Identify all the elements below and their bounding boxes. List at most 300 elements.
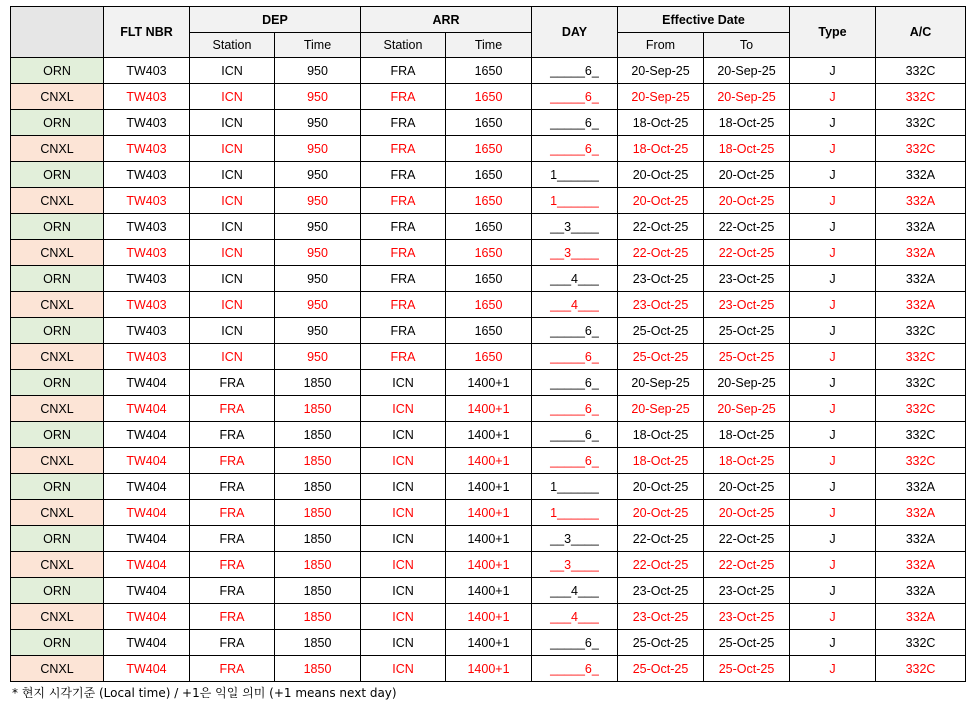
aircraft-cell: 332C (876, 110, 966, 136)
type-cell: J (790, 604, 876, 630)
day-pattern-cell: __3____ (532, 552, 618, 578)
flight-number-cell: TW404 (104, 656, 190, 682)
table-row (11, 370, 966, 396)
effective-to-cell: 22-Oct-25 (704, 526, 790, 552)
arr-time-cell: 1400+1 (446, 474, 532, 500)
dep-station-cell: ICN (190, 266, 275, 292)
type-cell: J (790, 292, 876, 318)
effective-to-cell: 20-Sep-25 (704, 58, 790, 84)
table-row (11, 526, 966, 552)
effective-from-cell: 25-Oct-25 (618, 318, 704, 344)
arr-station-cell: ICN (361, 526, 446, 552)
flight-number-cell: TW403 (104, 136, 190, 162)
type-cell: J (790, 58, 876, 84)
dep-time-cell: 950 (275, 318, 361, 344)
arr-station-cell: ICN (361, 552, 446, 578)
action-cell: ORN (11, 58, 104, 84)
type-cell: J (790, 84, 876, 110)
day-pattern-cell: _____6_ (532, 58, 618, 84)
action-cell: CNXL (11, 188, 104, 214)
aircraft-cell: 332C (876, 448, 966, 474)
aircraft-cell: 332A (876, 214, 966, 240)
effective-from-cell: 18-Oct-25 (618, 422, 704, 448)
dep-station-cell: ICN (190, 292, 275, 318)
effective-to-cell: 22-Oct-25 (704, 214, 790, 240)
dep-time-cell: 1850 (275, 448, 361, 474)
aircraft-cell: 332A (876, 526, 966, 552)
day-pattern-cell: _____6_ (532, 344, 618, 370)
arr-time-cell: 1400+1 (446, 396, 532, 422)
aircraft-cell: 332A (876, 578, 966, 604)
dep-time-cell: 1850 (275, 578, 361, 604)
dep-time-cell: 1850 (275, 500, 361, 526)
dep-header: DEP (190, 7, 361, 33)
dep-time-cell: 950 (275, 292, 361, 318)
dep-station-cell: FRA (190, 552, 275, 578)
table-row (11, 136, 966, 162)
dep-time-cell: 950 (275, 58, 361, 84)
day-pattern-cell: ___4___ (532, 292, 618, 318)
action-cell: ORN (11, 266, 104, 292)
dep-time-cell: 950 (275, 110, 361, 136)
type-cell: J (790, 162, 876, 188)
arr-time-cell: 1400+1 (446, 552, 532, 578)
action-cell: ORN (11, 370, 104, 396)
dep-time-cell: 950 (275, 240, 361, 266)
effective-to-cell: 23-Oct-25 (704, 292, 790, 318)
arr-time-cell: 1650 (446, 292, 532, 318)
type-cell: J (790, 188, 876, 214)
arr-time-header: Time (446, 33, 532, 58)
day-pattern-cell: 1______ (532, 188, 618, 214)
type-cell: J (790, 214, 876, 240)
arr-time-cell: 1650 (446, 162, 532, 188)
aircraft-cell: 332A (876, 500, 966, 526)
dep-station-cell: FRA (190, 448, 275, 474)
aircraft-cell: 332A (876, 474, 966, 500)
dep-station-cell: FRA (190, 604, 275, 630)
dep-time-cell: 1850 (275, 552, 361, 578)
type-cell: J (790, 474, 876, 500)
day-pattern-cell: ___4___ (532, 266, 618, 292)
effective-from-cell: 22-Oct-25 (618, 240, 704, 266)
dep-time-cell: 1850 (275, 370, 361, 396)
flight-number-cell: TW403 (104, 110, 190, 136)
type-cell: J (790, 630, 876, 656)
aircraft-cell: 332A (876, 240, 966, 266)
table-row (11, 292, 966, 318)
dep-time-cell: 950 (275, 188, 361, 214)
arr-time-cell: 1650 (446, 240, 532, 266)
day-pattern-cell: _____6_ (532, 110, 618, 136)
arr-time-cell: 1400+1 (446, 370, 532, 396)
effective-to-cell: 25-Oct-25 (704, 318, 790, 344)
day-header: DAY (532, 7, 618, 58)
flight-number-cell: TW403 (104, 266, 190, 292)
effective-to-cell: 18-Oct-25 (704, 110, 790, 136)
flight-number-cell: TW404 (104, 370, 190, 396)
arr-station-cell: ICN (361, 500, 446, 526)
footnote: * 현지 시각기준 (Local time) / +1은 익일 의미 (+1 means next day) (12, 686, 397, 700)
dep-station-cell: FRA (190, 370, 275, 396)
day-pattern-cell: __3____ (532, 240, 618, 266)
effective-from-cell: 25-Oct-25 (618, 656, 704, 682)
effective-from-cell: 22-Oct-25 (618, 552, 704, 578)
effective-to-cell: 23-Oct-25 (704, 266, 790, 292)
effective-from-cell: 22-Oct-25 (618, 214, 704, 240)
dep-time-cell: 1850 (275, 656, 361, 682)
aircraft-cell: 332C (876, 422, 966, 448)
arr-station-cell: ICN (361, 656, 446, 682)
dep-station-cell: ICN (190, 214, 275, 240)
type-cell: J (790, 240, 876, 266)
effective-to-header: To (704, 33, 790, 58)
arr-station-cell: FRA (361, 136, 446, 162)
arr-station-cell: FRA (361, 84, 446, 110)
dep-time-header: Time (275, 33, 361, 58)
table-row (11, 162, 966, 188)
arr-station-cell: FRA (361, 292, 446, 318)
flight-number-cell: TW404 (104, 396, 190, 422)
aircraft-cell: 332C (876, 656, 966, 682)
arr-time-cell: 1650 (446, 214, 532, 240)
aircraft-cell: 332C (876, 136, 966, 162)
dep-station-cell: FRA (190, 656, 275, 682)
dep-station-cell: ICN (190, 318, 275, 344)
dep-station-cell: FRA (190, 526, 275, 552)
effective-to-cell: 25-Oct-25 (704, 656, 790, 682)
action-cell: CNXL (11, 136, 104, 162)
effective-date-header: Effective Date (618, 7, 790, 33)
dep-station-header: Station (190, 33, 275, 58)
dep-time-cell: 950 (275, 266, 361, 292)
action-cell: CNXL (11, 396, 104, 422)
aircraft-cell: 332A (876, 188, 966, 214)
dep-station-cell: ICN (190, 136, 275, 162)
table-row (11, 240, 966, 266)
effective-to-cell: 20-Oct-25 (704, 188, 790, 214)
effective-from-cell: 23-Oct-25 (618, 578, 704, 604)
flight-number-cell: TW403 (104, 214, 190, 240)
flight-number-cell: TW404 (104, 526, 190, 552)
arr-station-header: Station (361, 33, 446, 58)
flight-number-cell: TW403 (104, 240, 190, 266)
table-header (11, 7, 966, 58)
dep-time-cell: 1850 (275, 422, 361, 448)
action-cell: ORN (11, 474, 104, 500)
dep-time-cell: 1850 (275, 526, 361, 552)
effective-to-cell: 22-Oct-25 (704, 552, 790, 578)
table-row (11, 58, 966, 84)
arr-station-cell: FRA (361, 266, 446, 292)
flight-number-cell: TW403 (104, 162, 190, 188)
arr-station-cell: FRA (361, 110, 446, 136)
action-cell: CNXL (11, 344, 104, 370)
arr-time-cell: 1650 (446, 344, 532, 370)
effective-to-cell: 18-Oct-25 (704, 136, 790, 162)
flight-number-cell: TW403 (104, 58, 190, 84)
flight-number-cell: TW404 (104, 630, 190, 656)
effective-from-cell: 20-Sep-25 (618, 370, 704, 396)
table-row (11, 266, 966, 292)
table-row (11, 110, 966, 136)
action-cell: CNXL (11, 604, 104, 630)
dep-station-cell: ICN (190, 110, 275, 136)
action-cell: ORN (11, 162, 104, 188)
action-cell: CNXL (11, 292, 104, 318)
dep-station-cell: ICN (190, 162, 275, 188)
dep-time-cell: 950 (275, 162, 361, 188)
effective-to-cell: 25-Oct-25 (704, 630, 790, 656)
arr-time-cell: 1650 (446, 84, 532, 110)
flight-number-cell: TW403 (104, 84, 190, 110)
flight-number-cell: TW403 (104, 344, 190, 370)
effective-from-header: From (618, 33, 704, 58)
arr-time-cell: 1650 (446, 318, 532, 344)
table-row (11, 84, 966, 110)
day-pattern-cell: _____6_ (532, 84, 618, 110)
flight-number-cell: TW404 (104, 500, 190, 526)
action-column-header (11, 7, 104, 58)
type-cell: J (790, 552, 876, 578)
aircraft-cell: 332A (876, 292, 966, 318)
dep-time-cell: 1850 (275, 604, 361, 630)
dep-station-cell: ICN (190, 344, 275, 370)
effective-from-cell: 23-Oct-25 (618, 292, 704, 318)
arr-time-cell: 1400+1 (446, 604, 532, 630)
day-pattern-cell: _____6_ (532, 370, 618, 396)
flight-number-cell: TW404 (104, 448, 190, 474)
dep-time-cell: 950 (275, 344, 361, 370)
table-row (11, 396, 966, 422)
aircraft-cell: 332A (876, 604, 966, 630)
action-cell: CNXL (11, 84, 104, 110)
arr-station-cell: ICN (361, 396, 446, 422)
effective-to-cell: 20-Oct-25 (704, 162, 790, 188)
action-cell: ORN (11, 318, 104, 344)
flight-number-cell: TW404 (104, 422, 190, 448)
aircraft-cell: 332A (876, 266, 966, 292)
dep-time-cell: 950 (275, 136, 361, 162)
action-cell: CNXL (11, 240, 104, 266)
dep-station-cell: FRA (190, 474, 275, 500)
action-cell: ORN (11, 214, 104, 240)
type-cell: J (790, 656, 876, 682)
effective-from-cell: 20-Oct-25 (618, 162, 704, 188)
effective-from-cell: 25-Oct-25 (618, 344, 704, 370)
day-pattern-cell: _____6_ (532, 136, 618, 162)
arr-time-cell: 1400+1 (446, 526, 532, 552)
day-pattern-cell: __3____ (532, 214, 618, 240)
arr-station-cell: ICN (361, 370, 446, 396)
effective-to-cell: 23-Oct-25 (704, 604, 790, 630)
flight-number-cell: TW403 (104, 318, 190, 344)
aircraft-cell: 332A (876, 162, 966, 188)
arr-time-cell: 1650 (446, 58, 532, 84)
arr-time-cell: 1400+1 (446, 656, 532, 682)
table-row (11, 604, 966, 630)
effective-from-cell: 18-Oct-25 (618, 110, 704, 136)
type-cell: J (790, 578, 876, 604)
aircraft-cell: 332C (876, 318, 966, 344)
dep-station-cell: FRA (190, 500, 275, 526)
arr-station-cell: ICN (361, 448, 446, 474)
action-cell: CNXL (11, 448, 104, 474)
table-row (11, 474, 966, 500)
type-cell: J (790, 500, 876, 526)
effective-from-cell: 18-Oct-25 (618, 448, 704, 474)
table-row (11, 422, 966, 448)
effective-to-cell: 20-Oct-25 (704, 474, 790, 500)
effective-from-cell: 20-Oct-25 (618, 474, 704, 500)
flight-number-cell: TW404 (104, 604, 190, 630)
type-cell: J (790, 396, 876, 422)
type-cell: J (790, 448, 876, 474)
type-cell: J (790, 266, 876, 292)
day-pattern-cell: _____6_ (532, 656, 618, 682)
flight-number-cell: TW404 (104, 552, 190, 578)
table-row (11, 344, 966, 370)
table-row (11, 630, 966, 656)
arr-time-cell: 1400+1 (446, 448, 532, 474)
dep-station-cell: FRA (190, 578, 275, 604)
day-pattern-cell: 1______ (532, 474, 618, 500)
flight-number-cell: TW403 (104, 188, 190, 214)
dep-time-cell: 1850 (275, 396, 361, 422)
arr-station-cell: FRA (361, 58, 446, 84)
arr-station-cell: ICN (361, 630, 446, 656)
flight-number-cell: TW404 (104, 578, 190, 604)
table-row (11, 578, 966, 604)
effective-from-cell: 20-Oct-25 (618, 500, 704, 526)
action-cell: ORN (11, 630, 104, 656)
dep-station-cell: FRA (190, 630, 275, 656)
dep-time-cell: 1850 (275, 474, 361, 500)
type-cell: J (790, 526, 876, 552)
table-row (11, 214, 966, 240)
aircraft-cell: 332C (876, 630, 966, 656)
day-pattern-cell: _____6_ (532, 448, 618, 474)
dep-station-cell: ICN (190, 188, 275, 214)
action-cell: ORN (11, 110, 104, 136)
dep-station-cell: FRA (190, 422, 275, 448)
arr-time-cell: 1400+1 (446, 630, 532, 656)
day-pattern-cell: ___4___ (532, 578, 618, 604)
aircraft-cell: 332C (876, 344, 966, 370)
arr-station-cell: FRA (361, 214, 446, 240)
dep-time-cell: 950 (275, 84, 361, 110)
effective-to-cell: 18-Oct-25 (704, 422, 790, 448)
dep-time-cell: 1850 (275, 630, 361, 656)
table-row (11, 318, 966, 344)
day-pattern-cell: 1______ (532, 500, 618, 526)
type-cell: J (790, 422, 876, 448)
arr-header: ARR (361, 7, 532, 33)
aircraft-cell: 332C (876, 84, 966, 110)
action-cell: ORN (11, 422, 104, 448)
table-body (11, 58, 966, 682)
action-cell: ORN (11, 526, 104, 552)
arr-time-cell: 1650 (446, 188, 532, 214)
effective-to-cell: 20-Oct-25 (704, 500, 790, 526)
day-pattern-cell: _____6_ (532, 396, 618, 422)
flt-nbr-header: FLT NBR (104, 7, 190, 58)
arr-time-cell: 1400+1 (446, 500, 532, 526)
type-cell: J (790, 136, 876, 162)
effective-to-cell: 20-Sep-25 (704, 396, 790, 422)
arr-station-cell: FRA (361, 240, 446, 266)
effective-from-cell: 23-Oct-25 (618, 266, 704, 292)
arr-station-cell: ICN (361, 422, 446, 448)
action-cell: CNXL (11, 500, 104, 526)
action-cell: ORN (11, 578, 104, 604)
dep-station-cell: FRA (190, 396, 275, 422)
action-cell: CNXL (11, 552, 104, 578)
type-header: Type (790, 7, 876, 58)
arr-station-cell: ICN (361, 578, 446, 604)
day-pattern-cell: _____6_ (532, 318, 618, 344)
effective-to-cell: 20-Sep-25 (704, 84, 790, 110)
effective-to-cell: 22-Oct-25 (704, 240, 790, 266)
arr-station-cell: FRA (361, 344, 446, 370)
day-pattern-cell: ___4___ (532, 604, 618, 630)
day-pattern-cell: _____6_ (532, 422, 618, 448)
effective-from-cell: 20-Oct-25 (618, 188, 704, 214)
arr-time-cell: 1650 (446, 110, 532, 136)
arr-station-cell: FRA (361, 318, 446, 344)
dep-station-cell: ICN (190, 240, 275, 266)
table-row (11, 500, 966, 526)
aircraft-cell: 332C (876, 396, 966, 422)
effective-from-cell: 22-Oct-25 (618, 526, 704, 552)
effective-from-cell: 20-Sep-25 (618, 58, 704, 84)
effective-to-cell: 23-Oct-25 (704, 578, 790, 604)
aircraft-cell: 332A (876, 552, 966, 578)
schedule-table (10, 6, 966, 682)
arr-station-cell: ICN (361, 604, 446, 630)
arr-station-cell: ICN (361, 474, 446, 500)
arr-station-cell: FRA (361, 162, 446, 188)
effective-to-cell: 25-Oct-25 (704, 344, 790, 370)
type-cell: J (790, 370, 876, 396)
effective-from-cell: 23-Oct-25 (618, 604, 704, 630)
effective-to-cell: 18-Oct-25 (704, 448, 790, 474)
table-row (11, 448, 966, 474)
arr-time-cell: 1400+1 (446, 422, 532, 448)
day-pattern-cell: 1______ (532, 162, 618, 188)
dep-station-cell: ICN (190, 84, 275, 110)
effective-from-cell: 20-Sep-25 (618, 84, 704, 110)
type-cell: J (790, 344, 876, 370)
flight-number-cell: TW404 (104, 474, 190, 500)
action-cell: CNXL (11, 656, 104, 682)
type-cell: J (790, 318, 876, 344)
effective-from-cell: 20-Sep-25 (618, 396, 704, 422)
arr-time-cell: 1400+1 (446, 578, 532, 604)
effective-from-cell: 18-Oct-25 (618, 136, 704, 162)
effective-to-cell: 20-Sep-25 (704, 370, 790, 396)
dep-station-cell: ICN (190, 58, 275, 84)
aircraft-cell: 332C (876, 58, 966, 84)
dep-time-cell: 950 (275, 214, 361, 240)
arr-station-cell: FRA (361, 188, 446, 214)
type-cell: J (790, 110, 876, 136)
table-row (11, 656, 966, 682)
table-row (11, 188, 966, 214)
flight-number-cell: TW403 (104, 292, 190, 318)
arr-time-cell: 1650 (446, 136, 532, 162)
table-row (11, 552, 966, 578)
